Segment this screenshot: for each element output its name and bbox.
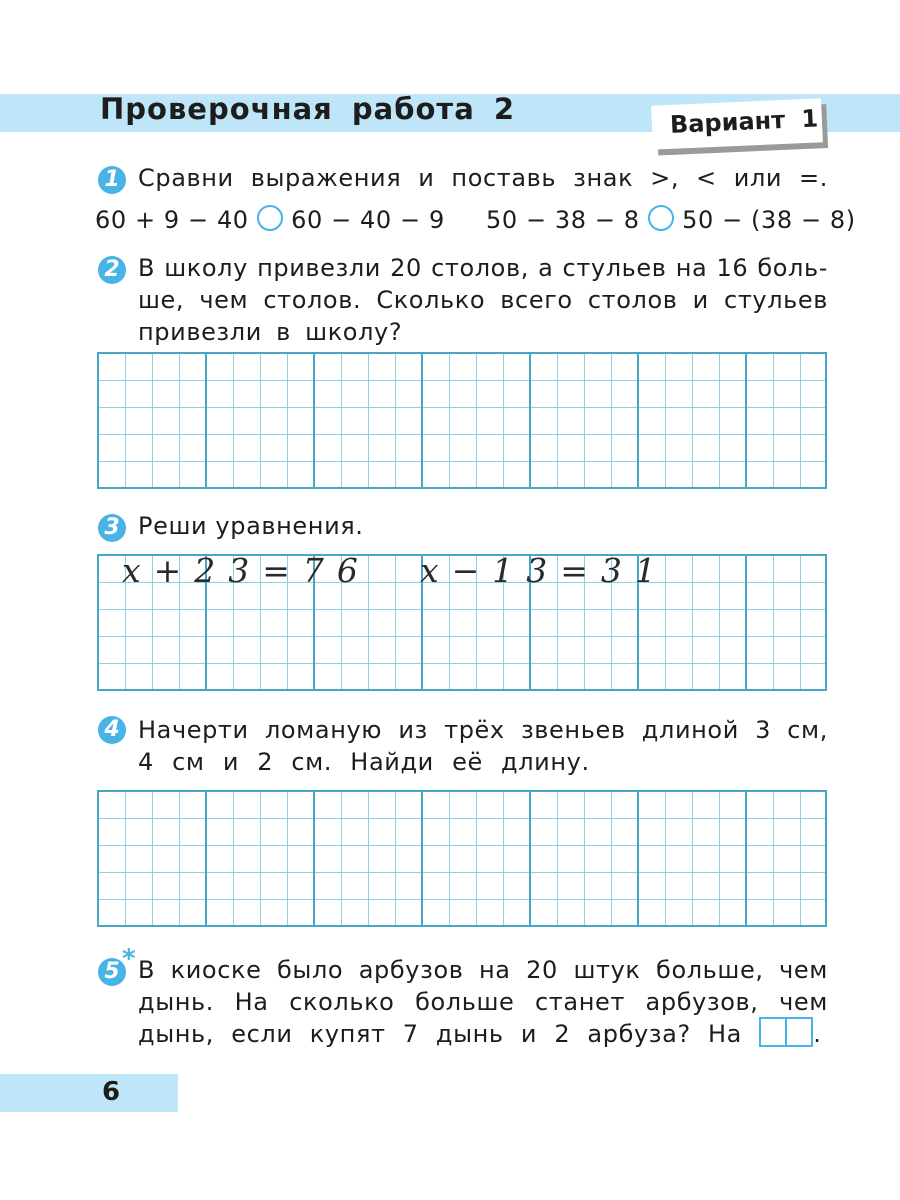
task-5-line-2: дынь. На сколько больше станет арбузов, чем	[138, 988, 828, 1016]
expression-2-left: 50 − 38 − 8	[486, 206, 640, 234]
page-title: Проверочная работа 2	[100, 92, 516, 126]
task-5-star-mark: *	[122, 944, 136, 974]
task-3-instruction: Реши уравнения.	[138, 512, 364, 540]
equation-1: x+23=76	[122, 551, 371, 590]
task-4-line-2: 4 см и 2 см. Найди её длину.	[138, 748, 590, 776]
task-5-answer-box[interactable]	[759, 1017, 813, 1047]
task-2-line-2: ше, чем столов. Сколько всего столов и стульев	[138, 286, 828, 314]
expression-2-right: 50 − (38 − 8)	[682, 206, 856, 234]
task-1-number-badge: 1	[98, 166, 126, 194]
page-number: 6	[102, 1077, 121, 1107]
page-number-band	[0, 1074, 178, 1112]
task-5-end-punctuation: .	[813, 1020, 822, 1048]
task-5-number-badge: 5	[98, 958, 126, 986]
equation-2: x−13=31	[420, 551, 669, 590]
task-1-expression-2	[486, 206, 856, 234]
task-5-line-3	[138, 1020, 821, 1050]
variant-label-box	[651, 98, 823, 149]
task-4-number-badge: 4	[98, 716, 126, 744]
task-2-number-badge: 2	[98, 256, 126, 284]
expression-1-right: 60 − 40 − 9	[291, 206, 445, 234]
expression-1-left: 60 + 9 − 40	[95, 206, 249, 234]
variant-label: Вариант 1	[669, 104, 819, 139]
task-1-instruction: Сравни выражения и поставь знак >, < или =.	[138, 164, 828, 192]
compare-circle-1[interactable]	[257, 205, 283, 231]
task-1-expression-1	[95, 206, 445, 234]
task-2-line-3: привезли в школу?	[138, 318, 403, 346]
task-5-line-1: В киоске было арбузов на 20 штук больше, чем	[138, 956, 828, 984]
task-4-line-1: Начерти ломаную из трёх звеньев длиной 3 см,	[138, 716, 828, 744]
task-5-line-3-text: дынь, если купят 7 дынь и 2 арбуза? На	[138, 1020, 742, 1048]
task-4-answer-grid[interactable]	[97, 790, 827, 927]
task-2-line-1: В школу привезли 20 столов, а стульев на 16 боль-	[138, 254, 828, 282]
task-2-answer-grid[interactable]	[97, 352, 827, 489]
compare-circle-2[interactable]	[648, 205, 674, 231]
task-3-number-badge: 3	[98, 514, 126, 542]
